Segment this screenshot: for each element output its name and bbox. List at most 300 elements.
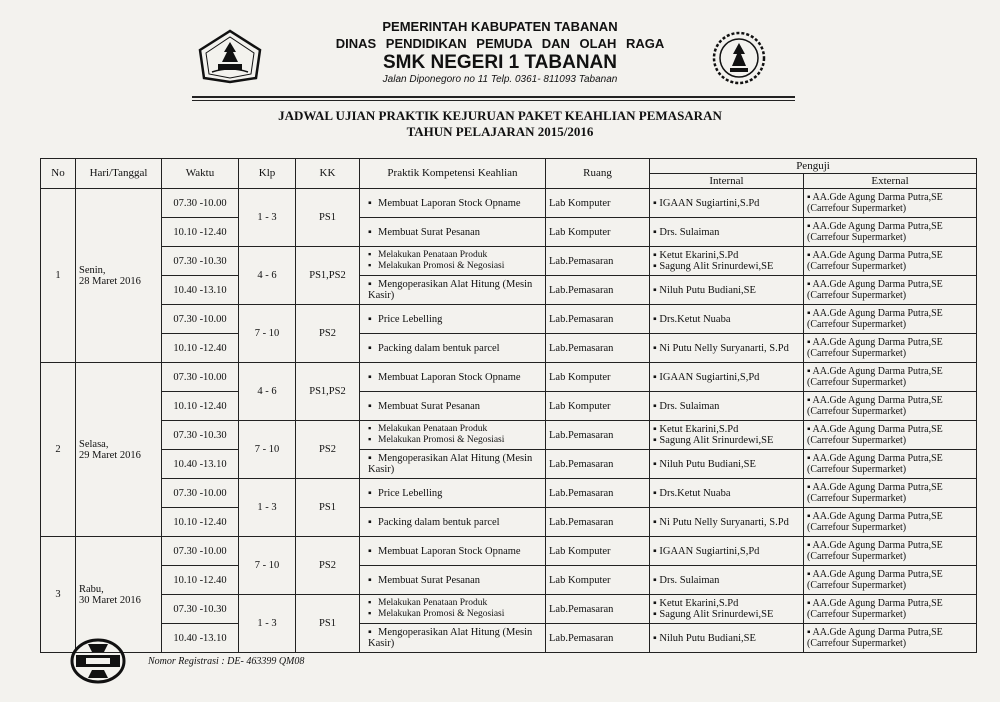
competency-code: PS1,PS2 <box>296 247 360 305</box>
external-examiner-name: AA.Gde Agung Darma Putra,SE <box>812 250 943 261</box>
internal-examiner-cell <box>650 276 804 305</box>
competency-cell <box>360 247 546 276</box>
internal-examiner <box>653 372 800 383</box>
competency-cell <box>360 595 546 624</box>
bullet-icon: ▪ <box>368 313 372 325</box>
internal-examiner <box>653 488 800 499</box>
time-slot: 10.40 -13.10 <box>162 276 239 305</box>
bullet-icon: ▪ <box>807 192 813 203</box>
external-examiner-name: AA.Gde Agung Darma Putra,SE <box>812 192 943 203</box>
competency-item <box>368 401 542 412</box>
internal-examiner-cell <box>650 305 804 334</box>
internal-examiner-name: IGAAN Sugiartini,S,Pd <box>659 371 760 383</box>
external-examiner-cell <box>804 276 977 305</box>
time-slot: 07.30 -10.00 <box>162 305 239 334</box>
bullet-icon: ▪ <box>807 598 813 609</box>
internal-examiner-name: Drs.Ketut Nuaba <box>659 313 731 325</box>
internal-examiner-cell <box>650 566 804 595</box>
external-examiner-name: AA.Gde Agung Darma Putra,SE <box>812 337 943 348</box>
bullet-icon: ▪ <box>368 279 372 290</box>
competency-text: Mengoperasikan Alat Hitung (Mesin Kasir) <box>368 453 533 475</box>
competency-item <box>368 453 542 475</box>
day-date-cell <box>76 189 162 363</box>
room: Lab.Pemasaran <box>546 247 650 276</box>
competency-cell <box>360 392 546 421</box>
internal-examiner-name: Sagung Alit Srinurdewi,SE <box>659 435 774 446</box>
header-internal: Internal <box>650 174 804 189</box>
table-row <box>41 218 977 247</box>
schedule-body <box>41 189 977 653</box>
bullet-icon: ▪ <box>653 545 660 557</box>
external-examiner-cell <box>804 595 977 624</box>
bullet-icon: ▪ <box>368 598 372 608</box>
table-row <box>41 450 977 479</box>
external-examiner-line <box>807 366 973 377</box>
internal-examiner-cell <box>650 247 804 276</box>
table-row <box>41 334 977 363</box>
bullet-icon: ▪ <box>653 598 660 609</box>
bullet-icon: ▪ <box>807 511 813 522</box>
competency-item <box>368 517 542 528</box>
time-slot: 10.40 -13.10 <box>162 624 239 653</box>
external-examiner-cell <box>804 305 977 334</box>
competency-text: Melakukan Penataan Produk <box>378 598 488 608</box>
bullet-icon: ▪ <box>653 342 660 354</box>
external-examiner-cell <box>804 450 977 479</box>
bullet-icon: ▪ <box>807 482 813 493</box>
internal-examiner-cell <box>650 421 804 450</box>
table-row <box>41 189 977 218</box>
exam-schedule-table <box>40 158 977 653</box>
table-row <box>41 624 977 653</box>
room: Lab Komputer <box>546 392 650 421</box>
bullet-icon: ▪ <box>653 516 660 528</box>
bullet-icon: ▪ <box>653 284 660 296</box>
competency-code: PS1 <box>296 189 360 247</box>
header-waktu: Waktu <box>162 159 239 189</box>
competency-item <box>368 488 542 499</box>
internal-examiner-name: Sagung Alit Srinurdewi,SE <box>659 261 774 272</box>
external-examiner-line <box>807 627 973 638</box>
internal-examiner-cell <box>650 508 804 537</box>
internal-examiner-name: Drs. Sulaiman <box>659 574 720 586</box>
competency-item <box>368 261 542 272</box>
government-line: PEMERINTAH KABUPATEN TABANAN <box>382 19 618 34</box>
competency-text: Membuat Surat Pesanan <box>378 400 481 412</box>
external-examiner-cell <box>804 218 977 247</box>
school-logo-icon <box>710 30 768 86</box>
internal-examiner-cell <box>650 479 804 508</box>
external-examiner-name: AA.Gde Agung Darma Putra,SE <box>812 395 943 406</box>
room: Lab.Pemasaran <box>546 479 650 508</box>
internal-examiner <box>653 609 800 620</box>
competency-text: Mengoperasikan Alat Hitung (Mesin Kasir) <box>368 279 533 301</box>
external-examiner-line <box>807 192 973 203</box>
internal-examiner-cell <box>650 363 804 392</box>
group-klp: 4 - 6 <box>239 363 296 421</box>
time-slot: 07.30 -10.00 <box>162 537 239 566</box>
external-examiner-cell <box>804 479 977 508</box>
competency-text: Melakukan Promosi & Negosiasi <box>378 609 505 619</box>
external-examiner-company: (Carrefour Supermarket) <box>807 203 907 214</box>
school-address: Jalan Diponegoro no 11 Telp. 0361- 811093 Tabanan <box>382 74 618 85</box>
room: Lab Komputer <box>546 537 650 566</box>
internal-examiner-name: Ketut Ekarini,S.Pd <box>659 598 739 609</box>
competency-cell <box>360 218 546 247</box>
room: Lab.Pemasaran <box>546 450 650 479</box>
competency-cell <box>360 421 546 450</box>
external-examiner-name: AA.Gde Agung Darma Putra,SE <box>812 598 943 609</box>
bullet-icon: ▪ <box>368 226 372 238</box>
group-klp: 1 - 3 <box>239 595 296 653</box>
competency-item <box>368 575 542 586</box>
bullet-icon: ▪ <box>807 627 813 638</box>
internal-examiner <box>653 517 800 528</box>
external-examiner-name: AA.Gde Agung Darma Putra,SE <box>812 482 943 493</box>
external-examiner-company: (Carrefour Supermarket) <box>807 493 907 504</box>
internal-examiner-cell <box>650 392 804 421</box>
internal-examiner-name: Niluh Putu Budiani,SE <box>659 458 756 470</box>
bullet-icon: ▪ <box>368 261 372 271</box>
bullet-icon: ▪ <box>653 313 660 325</box>
bullet-icon: ▪ <box>653 226 660 238</box>
internal-examiner-cell <box>650 218 804 247</box>
competency-code: PS2 <box>296 421 360 479</box>
tabanan-regency-emblem-icon <box>196 28 264 84</box>
registration-number: Nomor Registrasi : DE- 463399 QM08 <box>148 656 305 667</box>
competency-item <box>368 227 542 238</box>
external-examiner-company: (Carrefour Supermarket) <box>807 551 907 562</box>
competency-cell <box>360 566 546 595</box>
bullet-icon: ▪ <box>807 337 813 348</box>
room: Lab.Pemasaran <box>546 276 650 305</box>
day-name: Senin, <box>79 264 106 276</box>
external-examiner-name: AA.Gde Agung Darma Putra,SE <box>812 308 943 319</box>
day-number: 2 <box>41 363 76 537</box>
competency-item <box>368 609 542 620</box>
time-slot: 07.30 -10.30 <box>162 595 239 624</box>
competency-cell <box>360 189 546 218</box>
competency-text: Melakukan Promosi & Negosiasi <box>378 261 505 271</box>
external-examiner-company: (Carrefour Supermarket) <box>807 232 907 243</box>
internal-examiner <box>653 401 800 412</box>
internal-examiner-name: Drs. Sulaiman <box>659 226 720 238</box>
bullet-icon: ▪ <box>653 424 660 435</box>
competency-cell <box>360 363 546 392</box>
competency-item <box>368 435 542 446</box>
group-klp: 1 - 3 <box>239 189 296 247</box>
room: Lab.Pemasaran <box>546 624 650 653</box>
bullet-icon: ▪ <box>807 308 813 319</box>
competency-item <box>368 546 542 557</box>
internal-examiner <box>653 575 800 586</box>
bullet-icon: ▪ <box>807 366 813 377</box>
internal-examiner-name: Ni Putu Nelly Suryanarti, S.Pd <box>659 516 789 528</box>
internal-examiner-name: IGAAN Sugiartini,S,Pd <box>659 545 760 557</box>
day-date: 29 Maret 2016 <box>79 449 141 461</box>
internal-examiner-cell <box>650 595 804 624</box>
day-date: 30 Maret 2016 <box>79 594 141 606</box>
time-slot: 07.30 -10.30 <box>162 421 239 450</box>
table-row <box>41 363 977 392</box>
room: Lab.Pemasaran <box>546 305 650 334</box>
external-examiner-line <box>807 453 973 464</box>
competency-text: Melakukan Promosi & Negosiasi <box>378 435 505 445</box>
day-date-cell <box>76 537 162 653</box>
day-date-cell <box>76 363 162 537</box>
time-slot: 07.30 -10.00 <box>162 479 239 508</box>
competency-code: PS2 <box>296 537 360 595</box>
time-slot: 10.10 -12.40 <box>162 508 239 537</box>
header-klp: Klp <box>239 159 296 189</box>
table-row <box>41 305 977 334</box>
internal-examiner-cell <box>650 189 804 218</box>
bullet-icon: ▪ <box>653 487 660 499</box>
external-examiner-name: AA.Gde Agung Darma Putra,SE <box>812 627 943 638</box>
internal-examiner-cell <box>650 334 804 363</box>
internal-examiner-name: Ketut Ekarini,S.Pd <box>659 250 739 261</box>
header-praktik: Praktik Kompetensi Keahlian <box>360 159 546 189</box>
bullet-icon: ▪ <box>368 609 372 619</box>
department-line: DINAS PENDIDIKAN PEMUDA DAN OLAH RAGA <box>335 36 665 51</box>
external-examiner-company: (Carrefour Supermarket) <box>807 522 907 533</box>
bullet-icon: ▪ <box>807 279 813 290</box>
external-examiner-line <box>807 250 973 261</box>
competency-cell <box>360 624 546 653</box>
internal-examiner <box>653 198 800 209</box>
bullet-icon: ▪ <box>653 371 660 383</box>
external-examiner-line <box>807 598 973 609</box>
competency-code: PS1 <box>296 479 360 537</box>
competency-text: Melakukan Penataan Produk <box>378 424 488 434</box>
day-date: 28 Maret 2016 <box>79 275 141 287</box>
external-examiner-line <box>807 511 973 522</box>
external-examiner-line <box>807 221 973 232</box>
competency-item <box>368 627 542 649</box>
bullet-icon: ▪ <box>368 545 372 557</box>
bullet-icon: ▪ <box>368 516 372 528</box>
external-examiner-line <box>807 569 973 580</box>
bullet-icon: ▪ <box>653 435 660 446</box>
external-examiner-name: AA.Gde Agung Darma Putra,SE <box>812 424 943 435</box>
room: Lab Komputer <box>546 189 650 218</box>
competency-cell <box>360 537 546 566</box>
external-examiner-name: AA.Gde Agung Darma Putra,SE <box>812 279 943 290</box>
competency-item <box>368 250 542 261</box>
table-row <box>41 421 977 450</box>
bullet-icon: ▪ <box>653 400 660 412</box>
competency-cell <box>360 334 546 363</box>
competency-text: Membuat Laporan Stock Opname <box>378 545 521 557</box>
room: Lab Komputer <box>546 566 650 595</box>
letterhead <box>280 18 720 86</box>
competency-text: Mengoperasikan Alat Hitung (Mesin Kasir) <box>368 627 533 649</box>
bullet-icon: ▪ <box>368 435 372 445</box>
bullet-icon: ▪ <box>368 250 372 260</box>
letterhead-rule-thin <box>192 100 795 101</box>
bullet-icon: ▪ <box>807 540 813 551</box>
external-examiner-line <box>807 424 973 435</box>
room: Lab Komputer <box>546 363 650 392</box>
bullet-icon: ▪ <box>653 574 660 586</box>
table-row <box>41 566 977 595</box>
external-examiner-company: (Carrefour Supermarket) <box>807 464 907 475</box>
time-slot: 10.10 -12.40 <box>162 218 239 247</box>
competency-code: PS2 <box>296 305 360 363</box>
internal-examiner <box>653 250 800 261</box>
internal-examiner <box>653 285 800 296</box>
external-examiner-name: AA.Gde Agung Darma Putra,SE <box>812 540 943 551</box>
external-examiner-company: (Carrefour Supermarket) <box>807 580 907 591</box>
table-row <box>41 595 977 624</box>
external-examiner-cell <box>804 334 977 363</box>
bullet-icon: ▪ <box>368 627 372 638</box>
bullet-icon: ▪ <box>807 250 813 261</box>
internal-examiner <box>653 343 800 354</box>
competency-cell <box>360 450 546 479</box>
room: Lab.Pemasaran <box>546 595 650 624</box>
competency-text: Packing dalam bentuk parcel <box>378 342 500 354</box>
table-row <box>41 276 977 305</box>
competency-text: Membuat Surat Pesanan <box>378 226 481 238</box>
bullet-icon: ▪ <box>807 395 813 406</box>
external-examiner-company: (Carrefour Supermarket) <box>807 609 907 620</box>
external-examiner-company: (Carrefour Supermarket) <box>807 261 907 272</box>
group-klp: 4 - 6 <box>239 247 296 305</box>
competency-item <box>368 279 542 301</box>
external-examiner-name: AA.Gde Agung Darma Putra,SE <box>812 569 943 580</box>
bullet-icon: ▪ <box>807 424 813 435</box>
external-examiner-line <box>807 279 973 290</box>
day-number: 3 <box>41 537 76 653</box>
bullet-icon: ▪ <box>807 453 813 464</box>
internal-examiner-name: Ketut Ekarini,S.Pd <box>659 424 739 435</box>
competency-code: PS1,PS2 <box>296 363 360 421</box>
external-examiner-line <box>807 337 973 348</box>
internal-examiner <box>653 261 800 272</box>
bullet-icon: ▪ <box>653 261 660 272</box>
bullet-icon: ▪ <box>368 453 372 464</box>
external-examiner-line <box>807 540 973 551</box>
header-no: No <box>41 159 76 189</box>
letterhead-rule-thick <box>192 96 795 98</box>
time-slot: 07.30 -10.00 <box>162 189 239 218</box>
internal-examiner <box>653 435 800 446</box>
header-hari-tanggal: Hari/Tanggal <box>76 159 162 189</box>
external-examiner-cell <box>804 566 977 595</box>
internal-examiner-name: IGAAN Sugiartini,S.Pd <box>659 197 760 209</box>
internal-examiner <box>653 314 800 325</box>
external-examiner-company: (Carrefour Supermarket) <box>807 406 907 417</box>
time-slot: 07.30 -10.00 <box>162 363 239 392</box>
competency-text: Membuat Surat Pesanan <box>378 574 481 586</box>
internal-examiner <box>653 633 800 644</box>
internal-examiner <box>653 598 800 609</box>
group-klp: 7 - 10 <box>239 421 296 479</box>
internal-examiner-name: Ni Putu Nelly Suryanarti, S.Pd <box>659 342 789 354</box>
external-examiner-company: (Carrefour Supermarket) <box>807 377 907 388</box>
internal-examiner <box>653 546 800 557</box>
school-name: SMK NEGERI 1 TABANAN <box>383 52 617 73</box>
internal-examiner <box>653 459 800 470</box>
day-name: Rabu, <box>79 583 104 595</box>
internal-examiner-name: Drs.Ketut Nuaba <box>659 487 731 499</box>
internal-examiner-cell <box>650 450 804 479</box>
table-row <box>41 392 977 421</box>
external-examiner-name: AA.Gde Agung Darma Putra,SE <box>812 453 943 464</box>
bullet-icon: ▪ <box>653 609 660 620</box>
bullet-icon: ▪ <box>653 632 660 644</box>
external-examiner-line <box>807 308 973 319</box>
external-examiner-company: (Carrefour Supermarket) <box>807 290 907 301</box>
competency-item <box>368 372 542 383</box>
internal-examiner <box>653 227 800 238</box>
room: Lab.Pemasaran <box>546 334 650 363</box>
bullet-icon: ▪ <box>368 487 372 499</box>
competency-text: Membuat Laporan Stock Opname <box>378 371 521 383</box>
competency-text: Melakukan Penataan Produk <box>378 250 488 260</box>
bullet-icon: ▪ <box>368 574 372 586</box>
day-name: Selasa, <box>79 438 109 450</box>
bullet-icon: ▪ <box>807 221 813 232</box>
competency-cell <box>360 479 546 508</box>
header-ruang: Ruang <box>546 159 650 189</box>
room: Lab Komputer <box>546 218 650 247</box>
bullet-icon: ▪ <box>653 197 660 209</box>
group-klp: 7 - 10 <box>239 537 296 595</box>
competency-text: Packing dalam bentuk parcel <box>378 516 500 528</box>
internal-examiner-cell <box>650 624 804 653</box>
competency-cell <box>360 508 546 537</box>
external-examiner-company: (Carrefour Supermarket) <box>807 348 907 359</box>
internal-examiner-name: Sagung Alit Srinurdewi,SE <box>659 609 774 620</box>
bullet-icon: ▪ <box>368 342 372 354</box>
time-slot: 07.30 -10.30 <box>162 247 239 276</box>
bullet-icon: ▪ <box>368 197 372 209</box>
external-examiner-cell <box>804 421 977 450</box>
document-title <box>200 108 800 140</box>
external-examiner-cell <box>804 508 977 537</box>
external-examiner-cell <box>804 363 977 392</box>
bullet-icon: ▪ <box>368 400 372 412</box>
table-row <box>41 508 977 537</box>
table-row <box>41 479 977 508</box>
competency-text: Price Lebelling <box>378 487 443 499</box>
external-examiner-cell <box>804 247 977 276</box>
title-line-1: JADWAL UJIAN PRAKTIK KEJURUAN PAKET KEAHLIAN PEMASARAN <box>278 108 722 123</box>
header-external: External <box>804 174 977 189</box>
certification-logo-icon <box>70 638 126 684</box>
external-examiner-company: (Carrefour Supermarket) <box>807 435 907 446</box>
title-line-2: TAHUN PELAJARAN 2015/2016 <box>406 124 594 139</box>
external-examiner-company: (Carrefour Supermarket) <box>807 319 907 330</box>
bullet-icon: ▪ <box>653 458 660 470</box>
internal-examiner-name: Niluh Putu Budiani,SE <box>659 632 756 644</box>
external-examiner-cell <box>804 189 977 218</box>
external-examiner-cell <box>804 537 977 566</box>
external-examiner-cell <box>804 624 977 653</box>
day-number: 1 <box>41 189 76 363</box>
internal-examiner-cell <box>650 537 804 566</box>
competency-item <box>368 343 542 354</box>
time-slot: 10.40 -13.10 <box>162 450 239 479</box>
internal-examiner-name: Niluh Putu Budiani,SE <box>659 284 756 296</box>
competency-code: PS1 <box>296 595 360 653</box>
external-examiner-company: (Carrefour Supermarket) <box>807 638 907 649</box>
internal-examiner <box>653 424 800 435</box>
competency-item <box>368 198 542 209</box>
competency-cell <box>360 276 546 305</box>
